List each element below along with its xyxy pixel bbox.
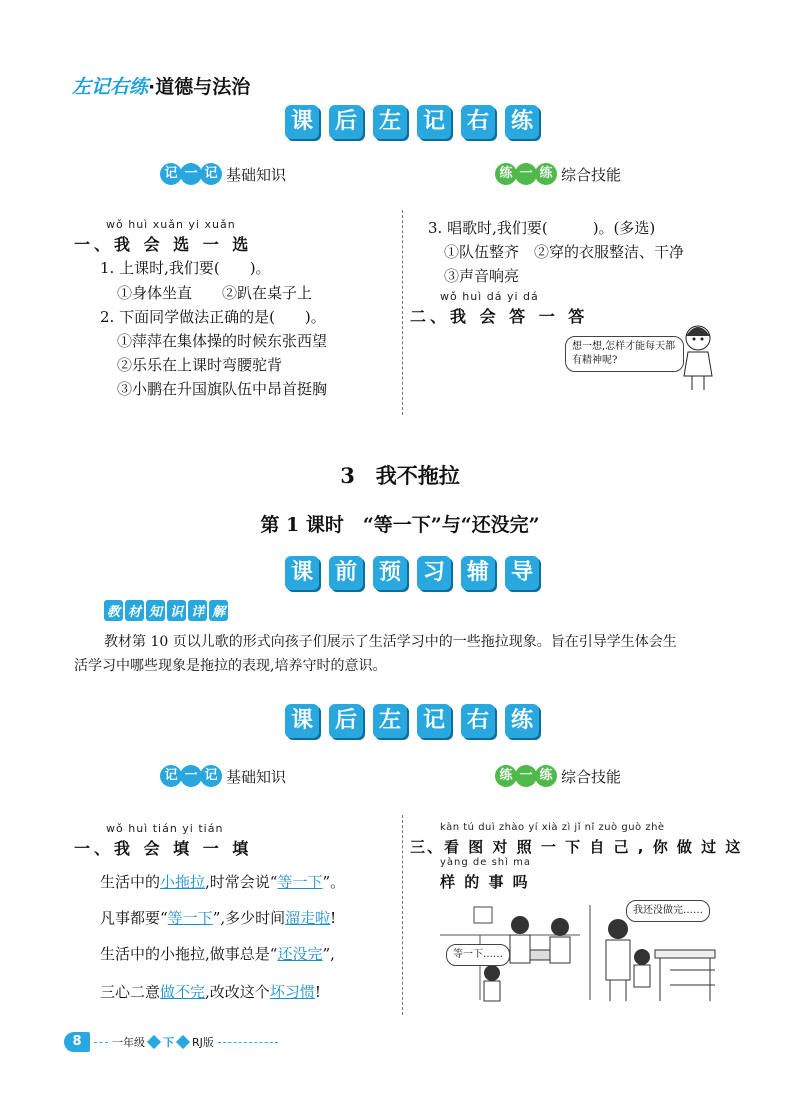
question-1: 1. 上课时,我们要( )。 [100,259,271,277]
subject: 道德与法治 [155,76,251,98]
tag-ji: 记 一 记 基础知识 [160,163,286,185]
tag-ji-2: 记 一 记 基础知识 [160,765,286,787]
textbook-knowledge-label: 教 材 知 识 详 解 [104,600,228,621]
page-footer [64,1032,278,1052]
banner-preview: 课 前 预 习 辅 导 [285,556,539,590]
q2-option: ①萍萍在集体操的时候东张西望 [117,332,328,350]
intro-paragraph-line1: 教材第 10 页以儿歌的形式向孩子们展示了生活学习中的一些拖拉现象。旨在引导学生体会生 [104,634,677,650]
lesson-title: 第 1 课时 “等一下”与“还没完” [260,514,540,536]
brand: 左记右练 [72,76,149,98]
grade: 一年级 [112,1036,145,1049]
term: 下 [163,1036,174,1049]
speech-bubble-wait: 等一下…… [446,944,510,966]
tag-lian-2: 练 一 练 综合技能 [495,765,621,787]
heading-look: 三、看 图 对 照 一 下 自 己 , 你 做 过 这 [410,838,743,856]
q2-option: ③小鹏在升国旗队伍中昂首挺胸 [117,380,328,398]
pinyin: yàng de shì ma [440,857,531,868]
heading-look-2: 样 的 事 吗 [440,873,530,891]
poem-line-4: 三心二意做不完,改改这个坏习惯! [100,983,321,1001]
q2-option: ②乐乐在上课时弯腰驼背 [117,356,283,374]
question-3: 3. 唱歌时,我们要( )。(多选) [428,219,656,237]
page-number: 8 [64,1032,90,1052]
q3-option: ①队伍整齐 ②穿的衣服整洁、干净 [444,243,685,261]
q1-options: ①身体坐直 ②趴在桌子上 [117,284,313,302]
pinyin: kàn tú duì zhào yí xià zì jǐ nǐ zuò guò zhè [440,822,665,833]
poem-line-2: 凡事都要“等一下”,多少时间溜走啦! [100,909,337,927]
girl-illustration [676,322,720,394]
banner-after-class: 课 后 左 记 右 练 [285,105,539,139]
thought-bubble: 想一想,怎样才能每天都有精神呢? [565,336,684,372]
book-header: 左记右练·道德与法治 [72,76,251,98]
heading-answer: 二、我 会 答 一 答 [410,307,589,326]
heading-choose: 一、我 会 选 一 选 [74,235,253,254]
unit-title: 3 我不拖拉 [340,463,460,488]
question-2: 2. 下面同学做法正确的是( )。 [100,308,326,326]
tag-lian: 练 一 练 综合技能 [495,163,621,185]
q3-option: ③声音响亮 [444,267,520,285]
banner-after-class-2: 课 后 左 记 右 练 [285,704,539,738]
poem-line-1: 生活中的小拖拉,时常会说“等一下”。 [100,873,346,891]
heading-fill: 一、我 会 填 一 填 [74,839,253,858]
column-divider [402,815,403,1015]
pinyin: wǒ huì xuǎn yi xuǎn [106,218,236,231]
pinyin: wǒ huì tián yi tián [106,822,224,835]
column-divider [402,210,403,415]
diamond-icon [176,1035,190,1049]
poem-line-3: 生活中的小拖拉,做事总是“还没完”, [100,945,335,963]
pinyin: wǒ huì dá yi dá [440,290,539,303]
intro-paragraph-line2: 活学习中哪些现象是拖拉的表现,培养守时的意识。 [74,658,387,674]
speech-bubble-not-done: 我还没做完…… [626,900,710,922]
edition: RJ版 [192,1036,214,1049]
diamond-icon [147,1035,161,1049]
